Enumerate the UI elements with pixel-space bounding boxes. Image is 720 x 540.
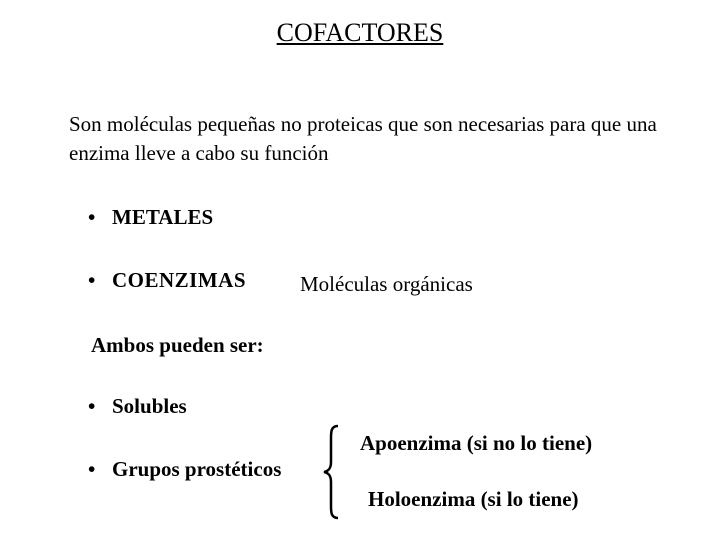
list-item-label: COENZIMAS [112, 268, 247, 292]
list-item-solubles [88, 394, 187, 419]
section-heading: Ambos pueden ser: [91, 333, 264, 357]
brace-option-holoenzima: Holoenzima (si lo tiene) [368, 487, 579, 511]
list-item-grupos-prosteticos [88, 457, 281, 482]
curly-brace-icon [318, 424, 348, 520]
bullet-icon: • [88, 457, 96, 481]
list-item-label: Solubles [112, 394, 187, 418]
brace-option-apoenzima: Apoenzima (si no lo tiene) [360, 431, 593, 455]
bullet-icon: • [88, 268, 96, 292]
list-item-label: Grupos prostéticos [112, 457, 282, 481]
intro-paragraph: Son moléculas pequeñas no proteicas que son necesarias para que una enzima lleve a cabo su función [69, 112, 657, 165]
bullet-icon: • [88, 205, 96, 229]
page-title: COFACTORES [276, 18, 444, 47]
list-item-coenzimas [88, 268, 246, 293]
list-item-metales [88, 205, 213, 230]
bullet-icon: • [88, 394, 96, 418]
list-item-label: METALES [112, 205, 214, 229]
coenzimas-note: Moléculas orgánicas [300, 272, 473, 296]
